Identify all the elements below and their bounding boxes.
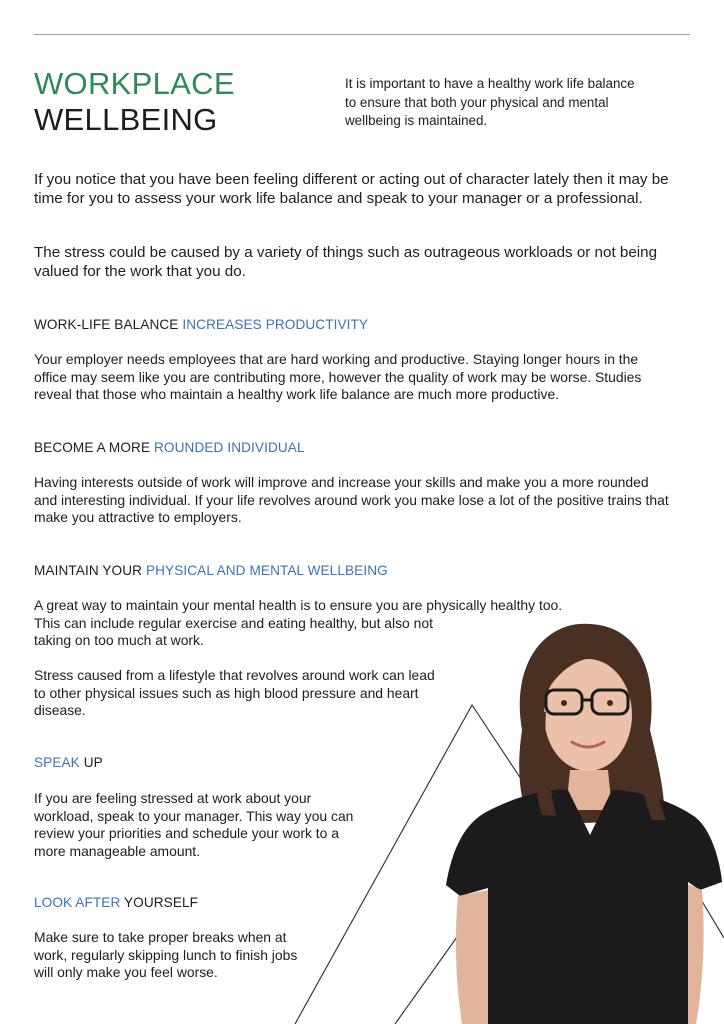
body-line: A great way to maintain your mental health is to ensure you are physically healthy too. — [34, 597, 563, 613]
body-line: This can include regular exercise and eating healthy, but also not — [34, 614, 433, 631]
intro-text: It is important to have a healthy work life balance to ensure that both your physical and mental wellbeing is maintained. — [345, 76, 635, 128]
section-body-look-after: Make sure to take proper breaks when at work, regularly skipping lunch to finish jobs will only make you feel worse. — [34, 929, 298, 980]
heading-blue-text: ROUNDED INDIVIDUAL — [154, 440, 305, 455]
body-line: taking on too much at work. — [34, 632, 204, 648]
heading-dark-text: UP — [83, 755, 103, 770]
heading-dark-text: BECOME A MORE — [34, 440, 151, 455]
woman-photo — [430, 620, 724, 1024]
section-body-productivity: Your employer needs employees that are hard working and productive. Staying longer hours in the office may seem like you are contributing more, however the quality of work may be worse. Studies reveal that those who maintain a healthy work life balance are much more productive. — [34, 351, 642, 402]
heading-blue-text: SPEAK — [34, 755, 80, 770]
section-body-speak-up: If you are feeling stressed at work about your workload, speak to your manager. This way you can review your priorities and schedule your work to a more manageable amount. — [34, 790, 354, 859]
lead-paragraph-1: If you notice that you have been feeling different or acting out of character lately then it may be time for you to assess your work life balance and speak to your manager or a professional. — [34, 171, 669, 207]
page-title-line1: WORKPLACE — [34, 66, 235, 101]
page-title-line2: WELLBEING — [34, 102, 218, 137]
section-body-rounded: Having interests outside of work will improve and increase your skills and make you a more rounded and interesting individual. If your life revolves around work you make lose a lot of the positive trains that make you attractive to employers. — [34, 474, 669, 525]
heading-blue-text: LOOK AFTER — [34, 895, 121, 910]
section-body-wellbeing-2: Stress caused from a lifestyle that revolves around work can lead to other physical issues such as high blood pressure and heart disease. — [34, 667, 435, 718]
heading-blue-text: INCREASES PRODUCTIVITY — [182, 317, 369, 332]
heading-blue-text: PHYSICAL AND MENTAL WELLBEING — [145, 563, 388, 578]
heading-dark-text: YOURSELF — [124, 895, 199, 910]
heading-dark-text: WORK-LIFE BALANCE — [34, 317, 179, 332]
heading-dark-text: MAINTAIN YOUR — [34, 563, 143, 578]
lead-paragraph-2: The stress could be caused by a variety of things such as outrageous workloads or not being valued for the work that you do. — [34, 244, 658, 280]
